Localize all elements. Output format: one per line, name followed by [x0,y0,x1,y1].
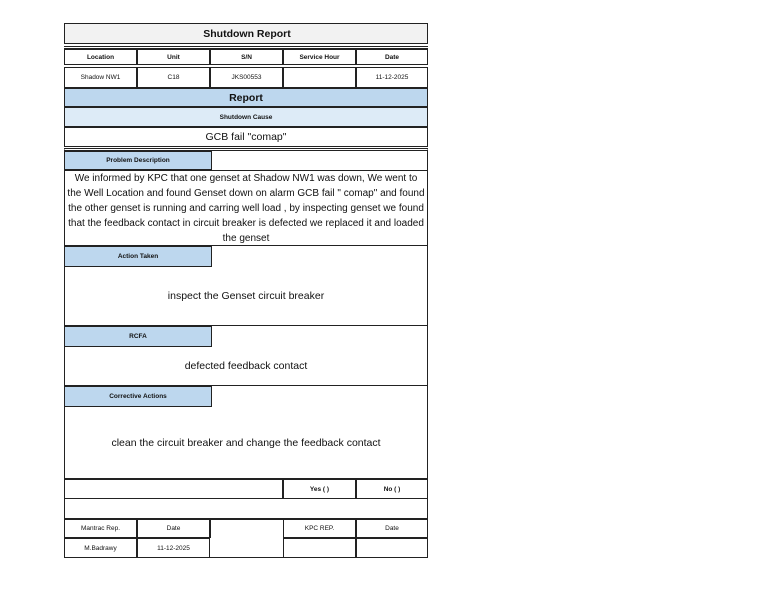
action-text-row [64,267,428,326]
mantrac-date-label: Date [137,519,210,538]
spacer-row [64,499,428,519]
yes-checkbox: Yes ( ) [283,479,356,499]
report-heading-row [64,88,428,107]
corrective-text-row [64,407,428,479]
rcfa-label-row [64,326,428,347]
info-header-row [64,46,428,65]
kpc-rep-label: KPC REP. [283,519,356,538]
service-hour-header: Service Hour [283,49,356,65]
corrective-actions-label: Corrective Actions [64,386,212,407]
rcfa-text: defected feedback contact [184,360,308,372]
kpc-date-label: Date [356,519,428,538]
report-heading: Report [229,91,263,104]
signoff-labels-row [64,519,428,538]
mantrac-rep-name: M.Badrawy [64,538,137,558]
yes-no-row [64,479,428,499]
sn-value: JKS00553 [210,67,283,88]
info-values-row [64,67,428,88]
location-header: Location [64,49,137,65]
action-taken-text: inspect the Genset circuit breaker [167,290,325,302]
report-title: Shutdown Report [203,27,291,40]
problem-description-label: Problem Description [64,151,212,170]
mantrac-rep-label: Mantrac Rep. [64,519,137,538]
signoff-gap-bottom [210,538,283,558]
service-hour-value [283,67,356,88]
date-value: 11-12-2025 [356,67,428,88]
kpc-rep-name [283,538,356,558]
signoff-gap-cell [210,519,283,538]
shutdown-cause-label-row [64,107,428,127]
report-title-row [64,23,428,44]
problem-label-row [64,148,428,170]
corrective-label-row [64,386,428,407]
location-value: Shadow NW1 [64,67,137,88]
shutdown-cause-row [64,127,428,147]
problem-description-text: We informed by KPC that one genset at Shadow NW1 was down, We went to the Well Location and found Genset down on alarm GCB fail " comap" and found the other genset is running and carring well load , by inspecting genset we found that the feedback contact in circuit breaker is defected we replaced it and loaded the genset [67,172,425,244]
rcfa-text-row [64,347,428,386]
mantrac-rep-date: 11-12-2025 [137,538,210,558]
yes-no-blank-cell [64,479,283,499]
shutdown-cause-label: Shutdown Cause [219,113,273,121]
date-header: Date [356,49,428,65]
unit-header: Unit [137,49,210,65]
rcfa-label: RCFA [64,326,212,347]
unit-value: C18 [137,67,210,88]
action-taken-label: Action Taken [64,246,212,267]
signoff-values-row [64,538,428,558]
no-checkbox: No ( ) [356,479,428,499]
shutdown-cause-value: GCB fail "comap" [205,131,287,143]
kpc-rep-date [356,538,428,558]
sn-header: S/N [210,49,283,65]
corrective-actions-text: clean the circuit breaker and change the feedback contact [111,436,381,449]
action-label-row [64,246,428,267]
problem-text-row [64,170,428,246]
